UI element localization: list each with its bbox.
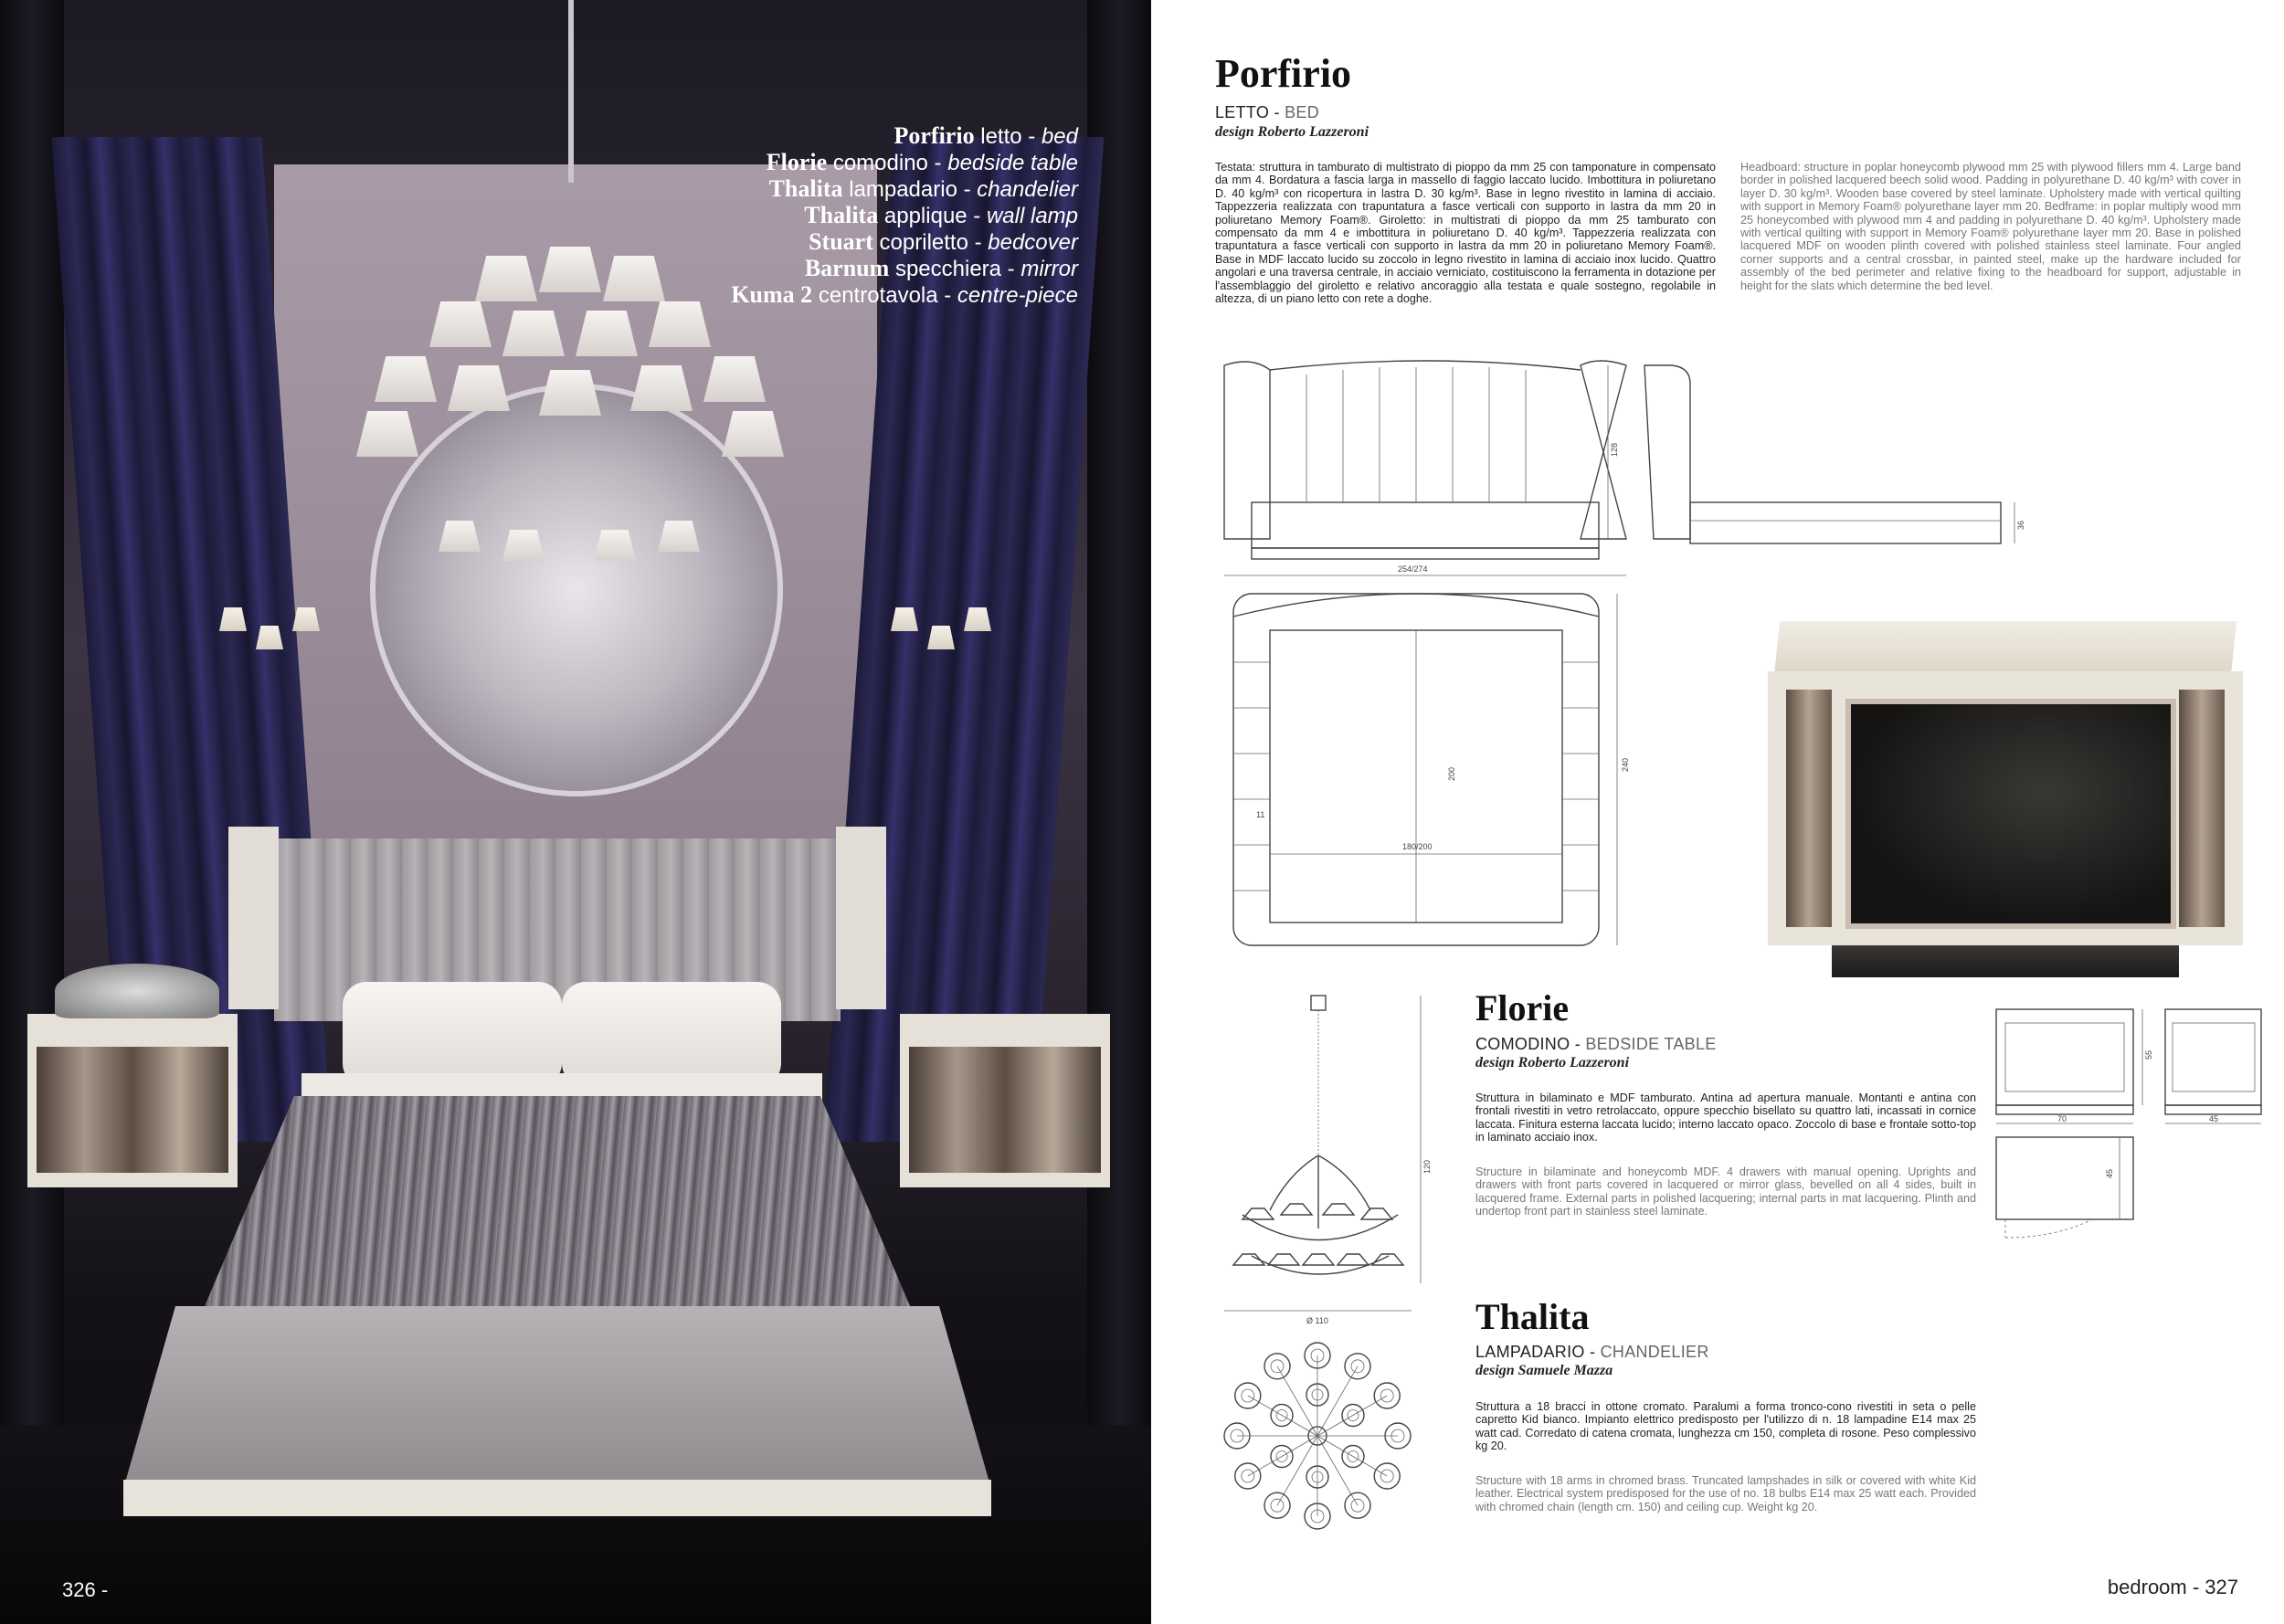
porfirio-subtitle: LETTO - BED <box>1215 103 1320 121</box>
florie-text-it: Struttura in bilaminato e MDF tamburato. Antina ad apertura manuale. Montanti e antina con frontali rivestiti in vetro retrolaccato, oppure specchio bisellato su quattro lati, incassati in cornice laccata. Finitura esterna laccata lucido; interno laccato opaco. Zoccolo di base e frontale sotto-top in laminato acciaio inox. <box>1475 1091 1976 1144</box>
nightstand-right <box>900 1014 1110 1187</box>
florie-text-en: Structure in bilaminate and honeycomb MDF. 4 drawers with manual opening. Uprights and drawers with front parts covered in lacquered or mirror glass, bevelled on all 4 sides, built in lacquered frame. External parts in polished lacquering; internal parts in mat lacquering. Plinth and undertop front part in stainless steel laminate. <box>1475 1165 1976 1218</box>
thalita-top-drawing <box>1215 1334 1425 1539</box>
bed-base <box>123 1480 991 1516</box>
photo-caption: Porfirio letto - bed <box>894 122 1078 149</box>
headboard-frame-left <box>228 827 279 1009</box>
porfirio-text-en: Headboard: structure in poplar honeycomb plywood mm 25 with plywood fillers mm 4. Large band border in polished lacquered beech solid wood. Padding in polyurethane D. 40 kg/m³ with cover in layer D. 30 kg/m³. Wooden base covered by steel laminate. Upholstery made with vertical quilting with support in Memory Foam® polyurethane layer mm 20. Bedframe: in poplar multiply wood mm 25 honeycombed with plywood mm 4 and padding in polyurethane D. 40 kg/m³. Upholstery made with vertical quilting with support in Memory Foam® polyurethane layer mm 20. Base in polished lacquered MDF on wooden plinth covered with polished stainless steel laminate. Four angled corner supports and a central crossbar, in painted steel, make up the hardware included for assembly of the bed perimeter and relative fixing to the headboard for support, adjustable in height for the slats which determine the bed level. <box>1740 161 2241 292</box>
pillow-left <box>343 982 562 1087</box>
bed-frame <box>123 1306 991 1489</box>
porfirio-text-it: Testata: struttura in tamburato di multistrato di pioppo da mm 25 con tamponature in compensato da mm 4. Bordatura a fascia larga in massello di faggio laccato lucido. Imbottitura in poliuretano D. 40 kg/m³ con ricopertura in lastra D. 30 kg/m³. Base in legno rivestito in lamina di acciaio. Tappezzeria realizzata con trapuntatura a fasce verticali con supporto in lastra da mm 20 in poliuretano Memory Foam®. Giroletto: in multistrati di pioppo da mm 25 tamburato con compensato da mm 4 e imbottitura in poliuretano D. 40 kg/m³. Tappezzeria realizzata con trapuntatura a fasce verticali con supporto in lastra da mm 20 in poliuretano Memory Foam®. Base in MDF laccato lucido su zoccolo in legno rivestito in lamina di acciaio inox lucido. Quattro angolari e una traversa centrale, in acciaio verniciato, costituiscono la ferramenta in dotazione per l'assemblaggio del giroletto e relativo ancoraggio alla testata e quale sostegno, regolabile in altezza, di un piano letto con rete a doghe. <box>1215 161 1716 306</box>
dim-bed-base: 36 <box>2016 520 2025 530</box>
left-pillar <box>0 0 64 1624</box>
dim-florie-height: 55 <box>2144 1049 2153 1060</box>
florie-designer: design Roberto Lazzeroni <box>1475 1055 1630 1070</box>
dim-inner-width: 180/200 <box>1402 842 1433 851</box>
left-page-number: 326 - <box>62 1578 109 1601</box>
photo-caption: Florie comodino - bedside table <box>766 149 1078 175</box>
florie-drawings <box>1992 1005 2275 1242</box>
dim-inner-length: 200 <box>1447 766 1456 781</box>
photo-caption: Thalita lampadario - chandelier <box>768 175 1078 202</box>
dim-thalita-diameter: Ø 110 <box>1306 1316 1328 1325</box>
thalita-subtitle: LAMPADARIO - CHANDELIER <box>1475 1343 1709 1361</box>
dim-thalita-height: 120 <box>1422 1159 1432 1174</box>
porfirio-front-drawing <box>1215 356 1635 585</box>
chandelier <box>356 247 786 575</box>
photo-caption: Barnum specchiera - mirror <box>804 255 1078 281</box>
porfirio-title: Porfirio <box>1215 51 1352 96</box>
photo-caption: Thalita applique - wall lamp <box>804 202 1078 228</box>
porfirio-designer: design Roberto Lazzeroni <box>1215 124 1369 140</box>
dim-florie-width: 70 <box>2057 1114 2067 1123</box>
thalita-designer: design Samuele Mazza <box>1475 1363 1613 1378</box>
dim-florie-depth2: 45 <box>2105 1168 2114 1178</box>
nightstand-left <box>27 1014 238 1187</box>
thalita-text-en: Structure with 18 arms in chromed brass. Truncated lampshades in silk or covered with white Kid leather. Electrical system predisposed for the use of no. 18 bulbs E14 max 25 watt each. Provided with chromed chain (length cm. 150) and ceiling cup. Weight kg 20. <box>1475 1474 1976 1513</box>
right-page-footer: bedroom - 327 <box>2107 1576 2238 1598</box>
florie-title: Florie <box>1475 987 1570 1028</box>
florie-product-photo <box>1768 607 2243 991</box>
dim-florie-depth: 45 <box>2209 1114 2219 1123</box>
porfirio-side-drawing <box>1635 356 2028 566</box>
photo-caption: Stuart copriletto - bedcover <box>809 228 1078 255</box>
pillow-right <box>562 982 781 1087</box>
headboard-frame-right <box>836 827 886 1009</box>
thalita-title: Thalita <box>1475 1296 1590 1337</box>
photo-caption: Kuma 2 centrotavola - centre-piece <box>731 281 1078 308</box>
florie-subtitle: COMODINO - BEDSIDE TABLE <box>1475 1035 1717 1053</box>
dim-bed-width: 254/274 <box>1398 564 1428 574</box>
thalita-side-drawing <box>1215 991 1443 1329</box>
dim-bed-length: 240 <box>1621 757 1630 772</box>
porfirio-top-drawing <box>1215 580 1654 954</box>
thalita-text-it: Struttura a 18 bracci in ottone cromato. Paralumi a forma tronco-cono rivestiti in seta o pelle capretto Kid bianco. Impianto elettrico predisposto per l'utilizzo di n. 18 lampadine E14 max 25 watt cad. Corredato di catena cromata, lunghezza cm 150, completa di rosone. Peso complessivo kg 20. <box>1475 1400 1976 1453</box>
chandelier-chain <box>568 0 574 183</box>
dim-side: 11 <box>1256 810 1265 819</box>
photo-captions <box>731 123 1078 309</box>
centre-piece <box>55 964 219 1018</box>
right-pillar <box>1087 0 1151 1624</box>
dim-bed-height: 128 <box>1610 442 1619 457</box>
